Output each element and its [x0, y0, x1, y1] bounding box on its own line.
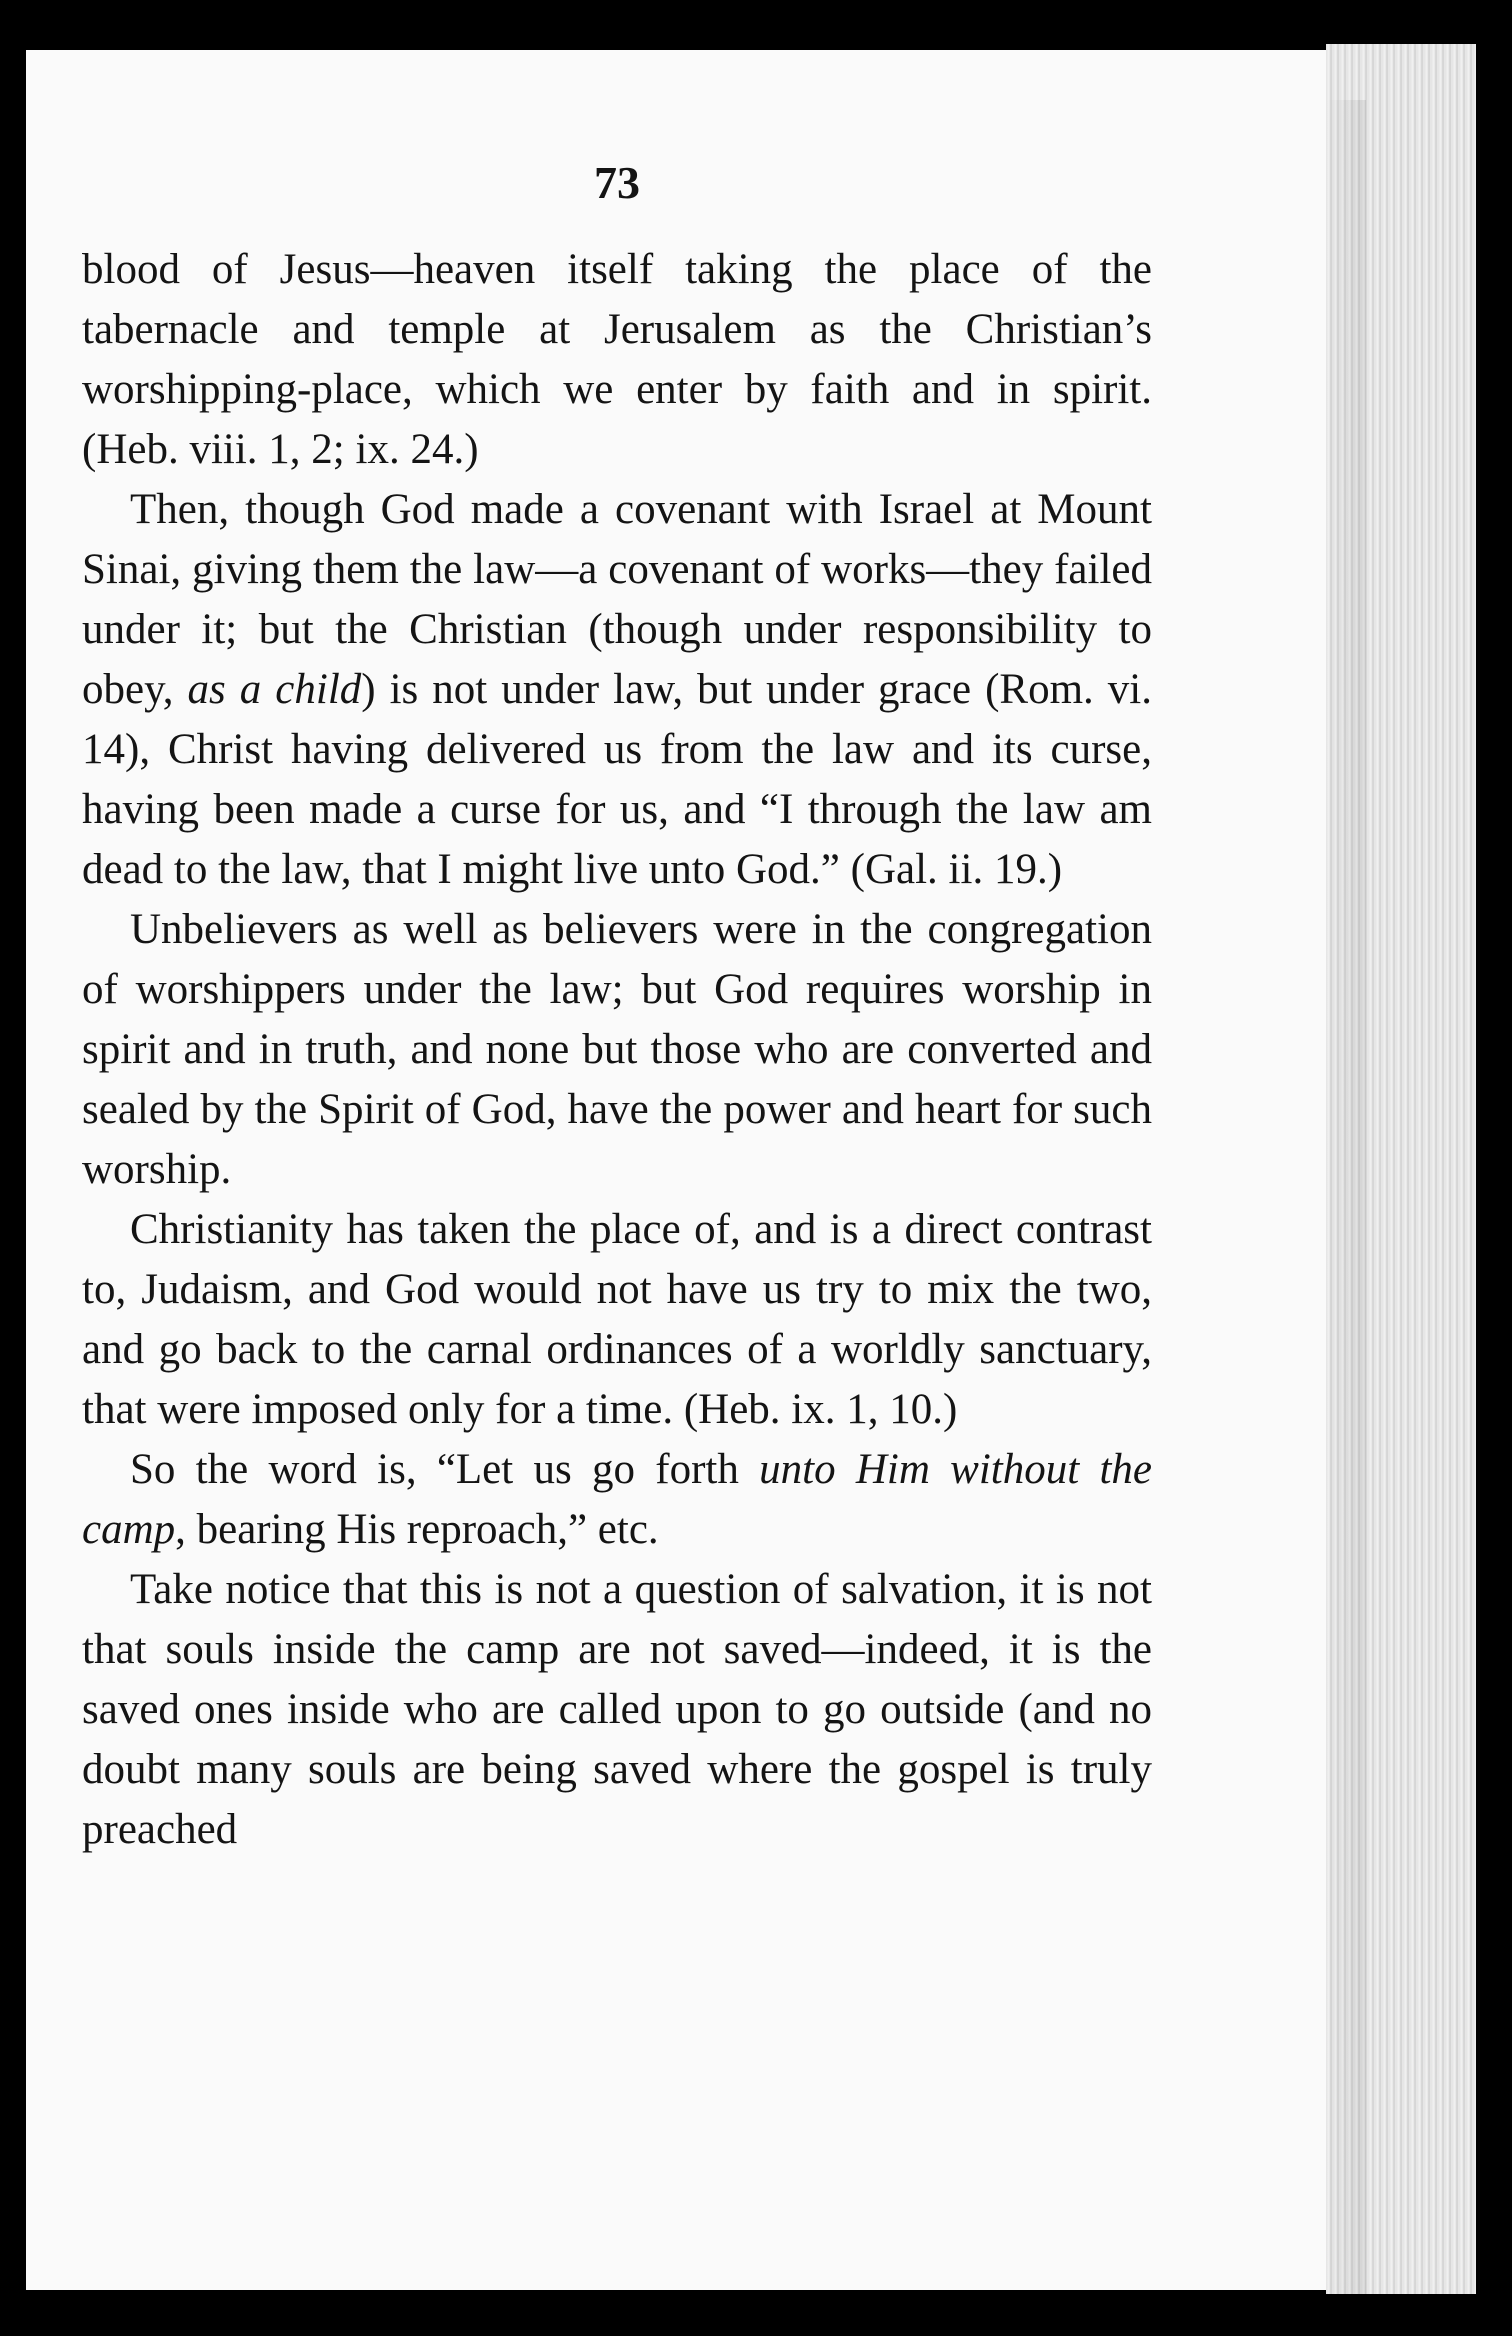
paragraph-2 — [82, 480, 1152, 900]
paragraph-5-text-b: , bearing His reproach,” etc. — [175, 1506, 659, 1553]
paragraph-5 — [82, 1440, 1152, 1560]
paragraph-2-text-a: Then, though God made a covenant with Israel at Mount Sinai, giving them the law—a covenant of works—they failed under it; but the Christian (though under responsibility to obey, — [82, 486, 1152, 713]
paragraph-1: blood of Jesus—heaven itself taking the place of the tabernacle and temple at Jerusalem as the Christian’s worshipping-place, which we enter by faith and in spirit. (Heb. viii. 1, 2; ix. 24.) — [82, 246, 1152, 473]
page-content — [82, 157, 1152, 1860]
page-number: 73 — [594, 157, 640, 208]
paragraph-5-text-a: So the word is, “Let us go forth — [130, 1446, 760, 1493]
paragraph-2-italic: as a child — [187, 666, 362, 713]
paragraph-3: Unbelievers as well as believers were in the congregation of worshippers under the law; but God requires worship in spirit and in truth, and none but those who are converted and sealed by the Spirit of God, have the power and heart for such worship. — [82, 906, 1152, 1193]
paragraph-2-text-b: ) is not under law, but under grace (Rom. vi. 14), Christ having delivered us from the law and its curse, having been made a curse for us, and “I through the law am dead to the law, that I might live unto God.” (Gal. ii. 19.) — [82, 666, 1152, 893]
paragraph-6: Take notice that this is not a question of salvation, it is not that souls inside the camp are not saved—indeed, it is the saved ones inside who are called upon to go outside (and no doubt many souls are being saved where the gospel is truly preached — [82, 1566, 1152, 1853]
page-shadow — [1326, 100, 1366, 2336]
paragraph-5-italic: unto Him without the camp — [82, 1446, 1152, 1553]
paragraph-4: Christianity has taken the place of, and is a direct contrast to, Judaism, and God would not have us try to mix the two, and go back to the carnal ordinances of a worldly sanctuary, that were imposed only for a time. (Heb. ix. 1, 10.) — [82, 1206, 1152, 1433]
